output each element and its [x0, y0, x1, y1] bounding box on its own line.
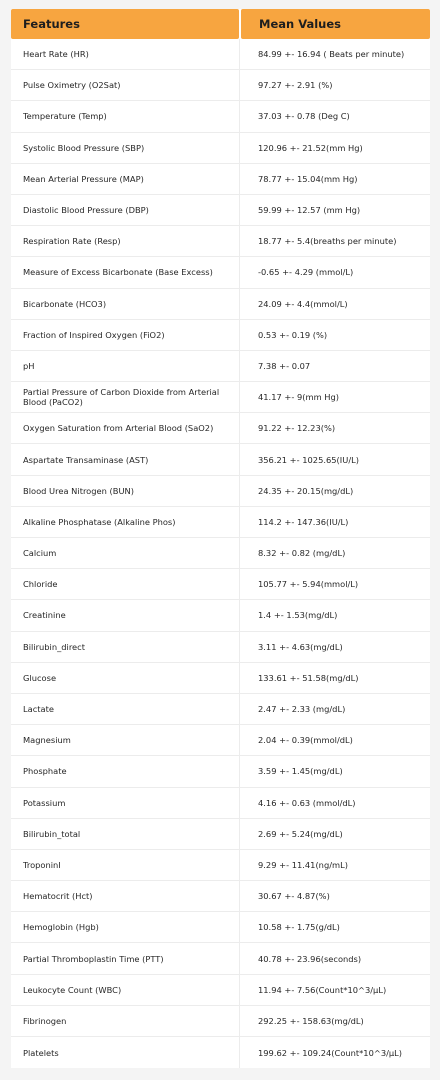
- table-row: [11, 881, 430, 912]
- table-row: [11, 632, 430, 663]
- feature-cell: Creatinine: [11, 600, 240, 630]
- table-row: [11, 101, 430, 132]
- feature-cell: Partial Pressure of Carbon Dioxide from Arterial Blood (PaCO2): [11, 382, 240, 412]
- feature-cell: Oxygen Saturation from Arterial Blood (SaO2): [11, 413, 240, 443]
- mean-value-cell: 2.69 +- 5.24(mg/dL): [258, 828, 343, 839]
- table-row: [11, 975, 430, 1006]
- feature-cell: Blood Urea Nitrogen (BUN): [11, 476, 240, 506]
- feature-cell: Mean Arterial Pressure (MAP): [11, 164, 240, 194]
- feature-cell: Hemoglobin (Hgb): [11, 912, 240, 942]
- mean-value-cell: 4.16 +- 0.63 (mmol/dL): [258, 797, 356, 808]
- feature-cell: Platelets: [11, 1037, 240, 1068]
- table-header: [11, 9, 430, 39]
- mean-value-cell: 37.03 +- 0.78 (Deg C): [258, 111, 350, 122]
- table-row: [11, 382, 430, 413]
- feature-cell: Chloride: [11, 569, 240, 599]
- mean-value-cell: 30.67 +- 4.87(%): [258, 891, 330, 902]
- feature-cell: Fibrinogen: [11, 1006, 240, 1036]
- mean-value-cell: 40.78 +- 23.96(seconds): [258, 953, 362, 964]
- feature-cell: Phosphate: [11, 756, 240, 786]
- feature-cell: Lactate: [11, 694, 240, 724]
- feature-cell: Diastolic Blood Pressure (DBP): [11, 195, 240, 225]
- feature-cell: Fraction of Inspired Oxygen (FiO2): [11, 320, 240, 350]
- header-features: Features: [11, 9, 239, 39]
- mean-value-cell: 9.29 +- 11.41(ng/mL): [258, 859, 348, 870]
- mean-value-cell: 3.59 +- 1.45(mg/dL): [258, 766, 343, 777]
- header-mean-values: Mean Values: [241, 9, 430, 39]
- table-row: [11, 133, 430, 164]
- mean-value-cell: 0.53 +- 0.19 (%): [258, 329, 328, 340]
- table-row: [11, 538, 430, 569]
- feature-cell: Partial Thromboplastin Time (PTT): [11, 943, 240, 973]
- mean-value-cell: 1.4 +- 1.53(mg/dL): [258, 610, 338, 621]
- feature-cell: Leukocyte Count (WBC): [11, 975, 240, 1005]
- table-row: [11, 569, 430, 600]
- table-row: [11, 444, 430, 475]
- table-row: [11, 819, 430, 850]
- feature-cell: Bicarbonate (HCO3): [11, 289, 240, 319]
- mean-value-cell: 59.99 +- 12.57 (mm Hg): [258, 205, 361, 216]
- mean-value-cell: -0.65 +- 4.29 (mmol/L): [258, 267, 354, 278]
- table-row: [11, 663, 430, 694]
- mean-value-cell: 292.25 +- 158.63(mg/dL): [258, 1015, 364, 1026]
- mean-value-cell: 2.47 +- 2.33 (mg/dL): [258, 704, 346, 715]
- mean-value-cell: 7.38 +- 0.07: [258, 360, 311, 371]
- mean-value-cell: 199.62 +- 109.24(Count*10^3/µL): [258, 1047, 403, 1058]
- mean-value-cell: 84.99 +- 16.94 ( Beats per minute): [258, 49, 405, 60]
- mean-value-cell: 11.94 +- 7.56(Count*10^3/µL): [258, 984, 387, 995]
- table-row: [11, 1037, 430, 1068]
- feature-cell: Respiration Rate (Resp): [11, 226, 240, 256]
- table-row: [11, 788, 430, 819]
- feature-cell: Calcium: [11, 538, 240, 568]
- feature-cell: Pulse Oximetry (O2Sat): [11, 70, 240, 100]
- table-row: [11, 912, 430, 943]
- table-row: [11, 413, 430, 444]
- table-row: [11, 257, 430, 288]
- mean-value-cell: 120.96 +- 21.52(mm Hg): [258, 142, 363, 153]
- table-row: [11, 70, 430, 101]
- table-row: [11, 289, 430, 320]
- mean-value-cell: 10.58 +- 1.75(g/dL): [258, 922, 340, 933]
- table-row: [11, 1006, 430, 1037]
- mean-value-cell: 2.04 +- 0.39(mmol/dL): [258, 735, 353, 746]
- mean-value-cell: 105.77 +- 5.94(mmol/L): [258, 579, 359, 590]
- table-row: [11, 226, 430, 257]
- table-row: [11, 943, 430, 974]
- feature-cell: Measure of Excess Bicarbonate (Base Excess): [11, 257, 240, 287]
- feature-cell: Bilirubin_total: [11, 819, 240, 849]
- feature-cell: Bilirubin_direct: [11, 632, 240, 662]
- mean-value-cell: 24.09 +- 4.4(mmol/L): [258, 298, 348, 309]
- mean-value-cell: 18.77 +- 5.4(breaths per minute): [258, 236, 397, 247]
- table-body: [11, 39, 430, 1068]
- table-row: [11, 694, 430, 725]
- table-row: [11, 320, 430, 351]
- feature-cell: pH: [11, 351, 240, 381]
- table-row: [11, 39, 430, 70]
- feature-cell: Temperature (Temp): [11, 101, 240, 131]
- mean-value-cell: 41.17 +- 9(mm Hg): [258, 392, 340, 403]
- mean-value-cell: 8.32 +- 0.82 (mg/dL): [258, 548, 346, 559]
- mean-value-cell: 114.2 +- 147.36(IU/L): [258, 516, 349, 527]
- table-row: [11, 195, 430, 226]
- mean-value-cell: 97.27 +- 2.91 (%): [258, 80, 333, 91]
- feature-cell: Alkaline Phosphatase (Alkaline Phos): [11, 507, 240, 537]
- features-table: [11, 9, 430, 1068]
- feature-cell: Systolic Blood Pressure (SBP): [11, 133, 240, 163]
- mean-value-cell: 133.61 +- 51.58(mg/dL): [258, 672, 359, 683]
- mean-value-cell: 356.21 +- 1025.65(IU/L): [258, 454, 359, 465]
- table-row: [11, 600, 430, 631]
- table-row: [11, 725, 430, 756]
- feature-cell: Glucose: [11, 663, 240, 693]
- table-row: [11, 164, 430, 195]
- mean-value-cell: 3.11 +- 4.63(mg/dL): [258, 641, 343, 652]
- mean-value-cell: 24.35 +- 20.15(mg/dL): [258, 485, 354, 496]
- table-row: [11, 507, 430, 538]
- feature-cell: TroponinI: [11, 850, 240, 880]
- feature-cell: Heart Rate (HR): [11, 39, 240, 69]
- mean-value-cell: 78.77 +- 15.04(mm Hg): [258, 173, 358, 184]
- feature-cell: Hematocrit (Hct): [11, 881, 240, 911]
- table-row: [11, 351, 430, 382]
- feature-cell: Potassium: [11, 788, 240, 818]
- feature-cell: Magnesium: [11, 725, 240, 755]
- table-row: [11, 476, 430, 507]
- table-row: [11, 756, 430, 787]
- mean-value-cell: 91.22 +- 12.23(%): [258, 423, 336, 434]
- table-row: [11, 850, 430, 881]
- feature-cell: Aspartate Transaminase (AST): [11, 444, 240, 474]
